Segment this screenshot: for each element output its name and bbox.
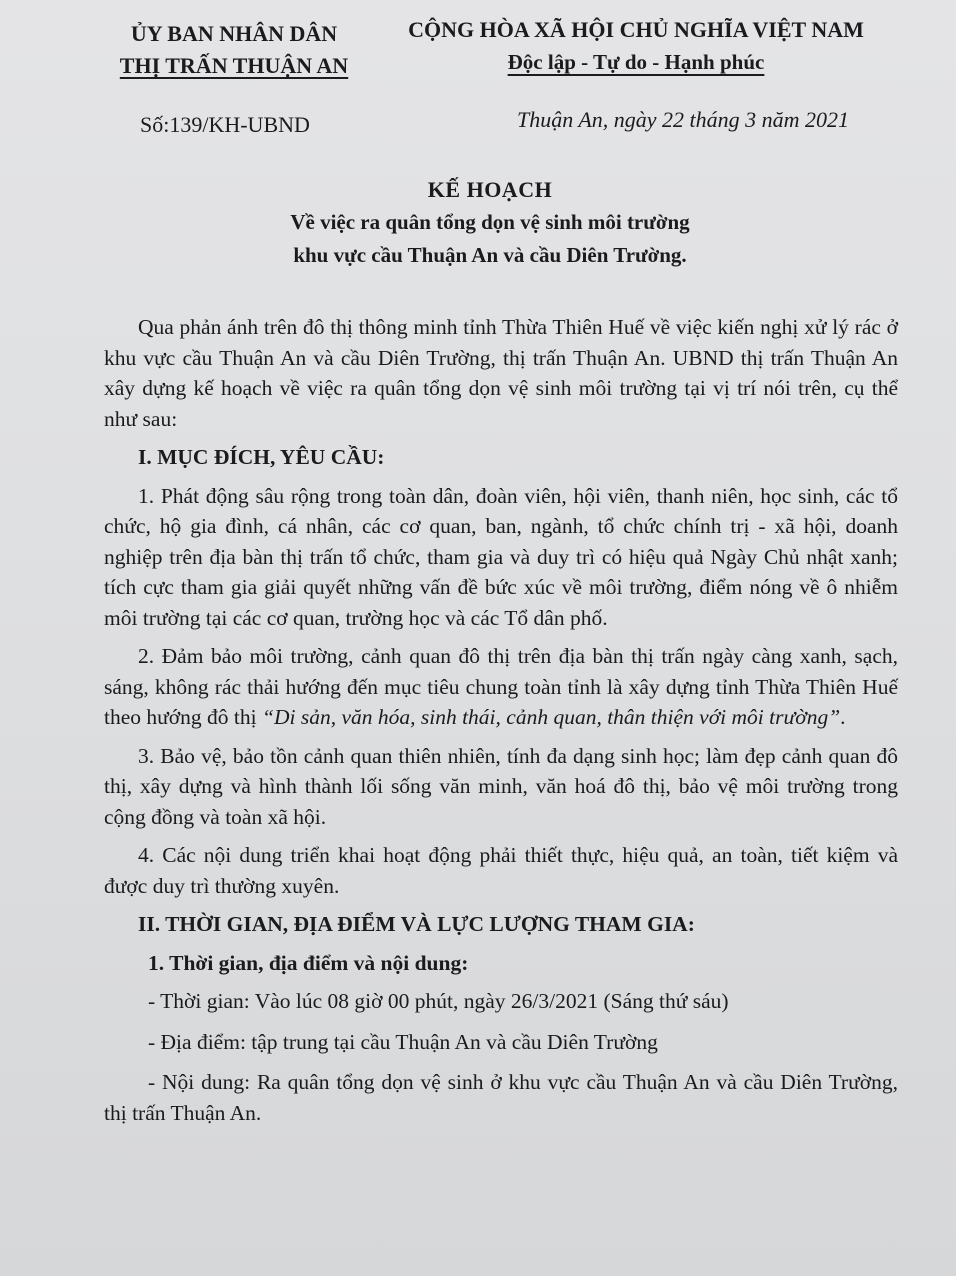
national-header [388,14,884,78]
document-number: Số:139/KH-UBND [140,112,310,137]
section-1-item-3: 3. Bảo vệ, bảo tồn cảnh quan thiên nhiên, tính đa dạng sinh học; làm đẹp cảnh quan đô thị, xây dựng và hình thành lối sống văn minh, văn hoá đô thị, bảo vệ môi trường trong cộng đồng và toàn xã hội. [104,743,898,829]
org-line-2: THỊ TRẤN THUẬN AN [119,53,349,78]
item-2-end: . [840,705,846,729]
national-motto: Độc lập - Tự do - Hạnh phúc [507,50,765,74]
schedule-content: - Nội dung: Ra quân tổng dọn vệ sinh ở khu vực cầu Thuận An và cầu Diên Trường, thị trấn Thuận An. [104,1070,898,1125]
section-1-item-1: 1. Phát động sâu rộng trong toàn dân, đoàn viên, hội viên, thanh niên, học sinh, các tổ chức, hộ gia đình, cá nhân, các cơ quan, ban, ngành, tổ chức chính trị - xã hội, doanh nghiệp trên địa bàn thị trấn tổ chức, tham gia và duy trì có hiệu quả Ngày Chủ nhật xanh; tích cực tham gia giải quyết những vấn đề bức xúc về môi trường, điểm nóng về ô nhiễm môi trường tại các cơ quan, trường học và các Tổ dân phố. [104,483,898,630]
item-2-text: 2. Đảm bảo môi trường, cảnh quan đô thị trên địa bàn thị trấn ngày càng xanh, sạch, sáng, không rác thải hướng đến mục tiêu chung toàn tỉnh là xây dựng tỉnh Thừa Thiên Huế theo hướng đô thị [104,644,898,729]
title-main: KẾ HOẠCH [427,177,553,202]
document-title [100,173,880,272]
section-1-heading: I. MỤC ĐÍCH, YÊU CẦU: [138,445,385,469]
section-2-heading: II. THỜI GIAN, ĐỊA ĐIỂM VÀ LỰC LƯỢNG THAM GIA: [138,912,695,936]
document-body [104,312,898,1138]
issuing-organization [98,18,370,82]
item-2-quote: “Di sản, văn hóa, sinh thái, cảnh quan, thân thiện với môi trường” [262,705,841,729]
schedule-place: - Địa điểm: tập trung tại cầu Thuận An và cầu Diên Trường [148,1029,658,1054]
nation-name: CỘNG HÒA XÃ HỘI CHỦ NGHĨA VIỆT NAM [408,17,864,42]
schedule-time: - Thời gian: Vào lúc 08 giờ 00 phút, ngày 26/3/2021 (Sáng thứ sáu) [148,989,729,1013]
section-2-sub-1: 1. Thời gian, địa điểm và nội dung: [148,950,469,975]
intro-paragraph: Qua phản ánh trên đô thị thông minh tỉnh Thừa Thiên Huế về việc kiến nghị xử lý rác ở khu vực cầu Thuận An và cầu Diên Trường, thị trấn Thuận An. UBND thị trấn Thuận An xây dựng kế hoạch về việc ra quân tổng dọn vệ sinh môi trường tại vị trí nói trên, cụ thể như sau: [104,315,898,431]
org-line-1: ỦY BAN NHÂN DÂN [130,21,338,46]
section-1-item-4: 4. Các nội dung triển khai hoạt động phải thiết thực, hiệu quả, an toàn, tiết kiệm và được duy trì thường xuyên. [104,843,898,898]
document-date: Thuận An, ngày 22 tháng 3 năm 2021 [517,107,850,132]
title-line-3: khu vực cầu Thuận An và cầu Diên Trường. [293,243,687,267]
title-line-2: Về việc ra quân tổng dọn vệ sinh môi trường [290,210,690,234]
section-1-item-2 [104,641,898,733]
